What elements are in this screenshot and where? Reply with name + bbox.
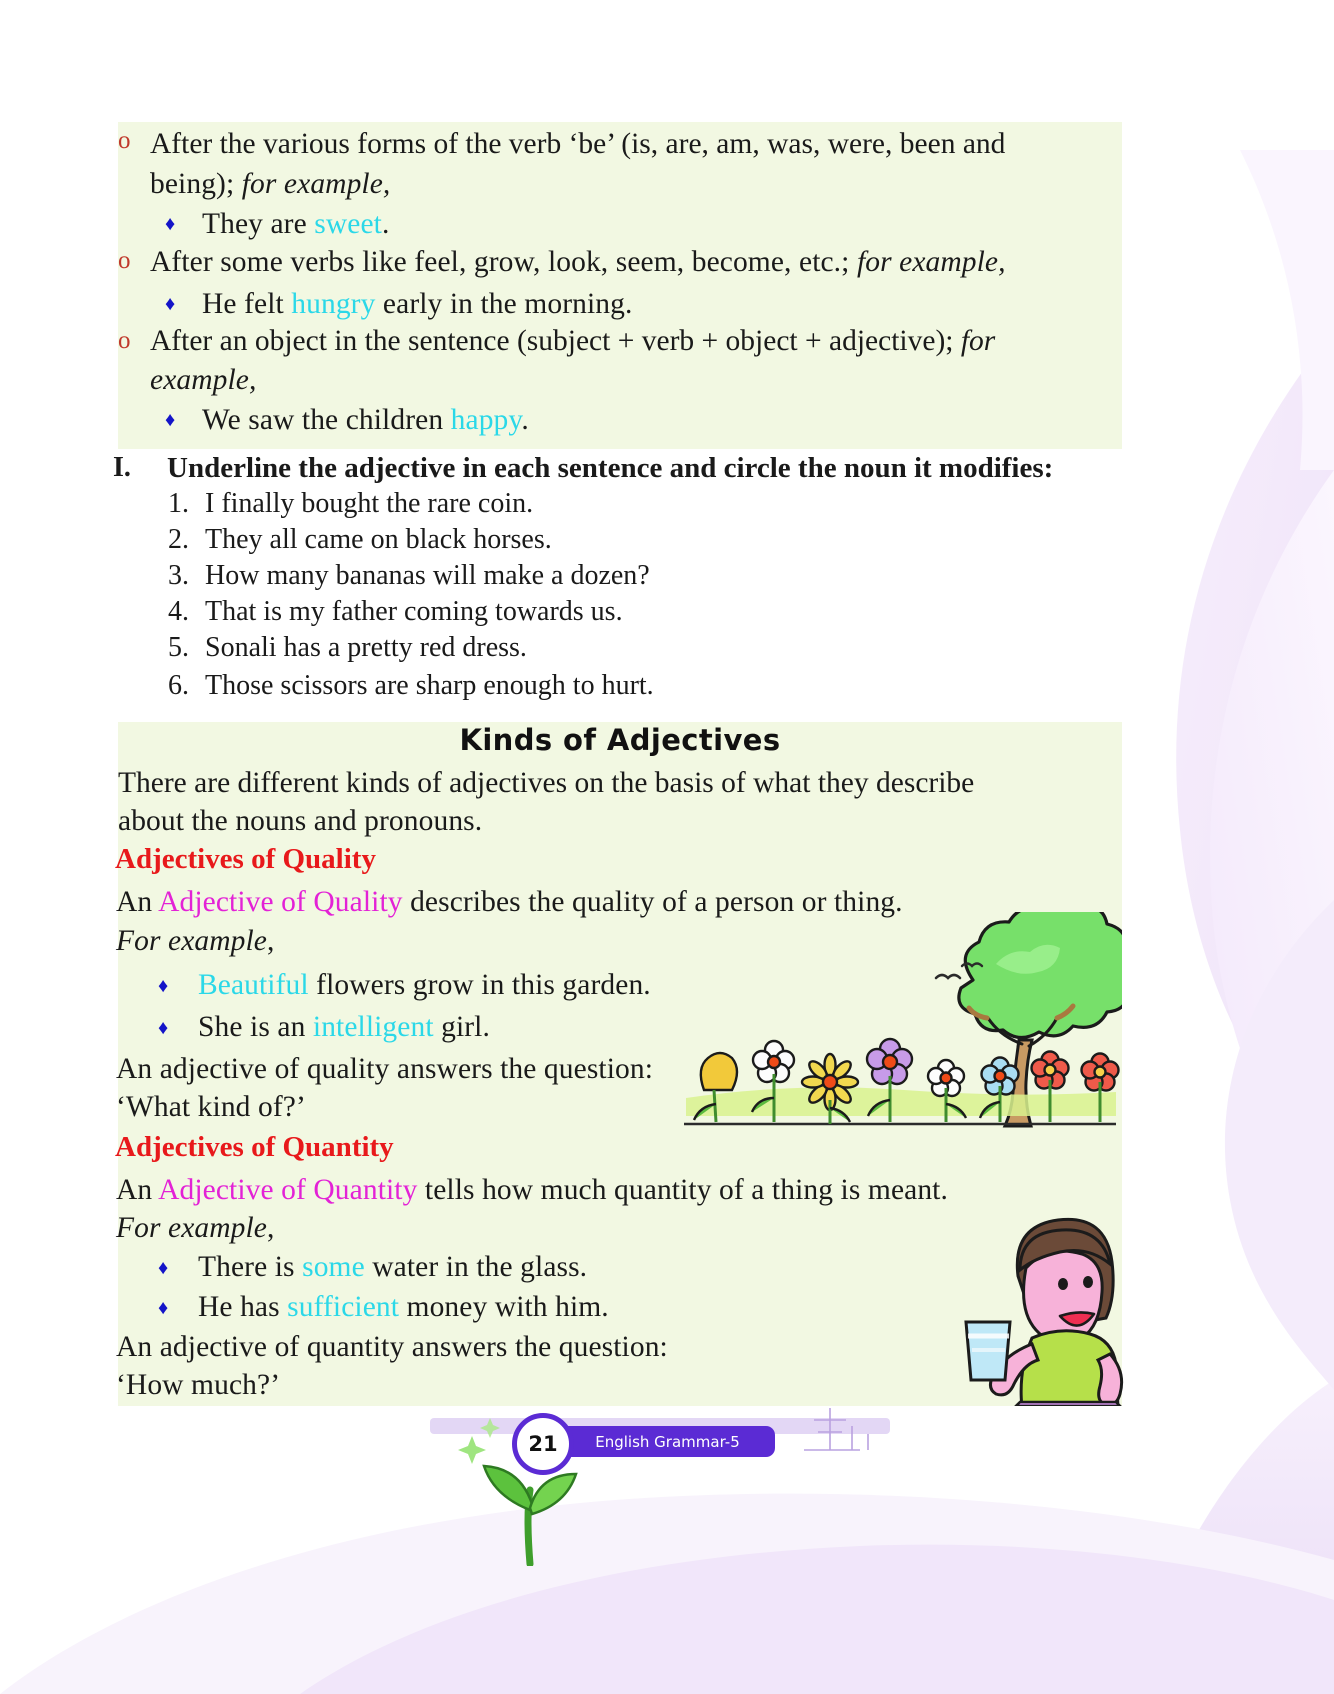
rule-item-3-line2 (150, 364, 256, 397)
quality-example-2-marker (158, 1018, 168, 1039)
rule-item-2-marker (118, 248, 131, 273)
exercise-item-5-number: 5. (168, 632, 189, 663)
quantity-example-1-marker (158, 1258, 168, 1279)
example-3-before: We saw the children (202, 404, 451, 436)
exercise-item-4-text: That is my father coming towards us. (205, 596, 623, 627)
rule-item-1-line1 (150, 128, 1122, 161)
quantity-ex1-after: water in the glass. (364, 1251, 588, 1283)
kinds-intro-line2: about the nouns and pronouns. (118, 805, 483, 837)
quality-for-example-comma: , (267, 925, 275, 957)
quantity-ex2-before: He has (198, 1291, 288, 1323)
exercise-item-2-text: They all came on black horses. (205, 524, 552, 555)
example-1-before: They are (202, 208, 315, 240)
quantity-definition (116, 1174, 948, 1207)
quantity-def-after: tells how much quantity of a thing is meant. (417, 1174, 948, 1206)
quality-for-example-italic: For example (116, 925, 268, 957)
rule-3-example (202, 404, 529, 437)
footer-skyline-motif (790, 1400, 910, 1460)
rule-2-example-marker (165, 294, 175, 315)
rule-2-example (202, 288, 632, 321)
rule-3-plain: After an object in the sentence (subject + verb + object + adjective); (150, 325, 961, 357)
quantity-def-before: An (116, 1174, 159, 1206)
quality-def-before: An (116, 886, 159, 918)
diamond-bullet-icon: ♦ (165, 293, 176, 315)
page-number-badge: 21 (512, 1413, 574, 1475)
quantity-example-1 (198, 1251, 587, 1284)
quality-ex1-after: flowers grow in this garden. (308, 969, 651, 1001)
exercise-instruction: Underline the adjective in each sentence and circle the noun it modifies: (167, 452, 1054, 484)
example-1-after: . (381, 208, 390, 240)
quantity-def-term: Adjective of Quantity (158, 1174, 418, 1206)
exercise-item-3-text: How many bananas will make a dozen? (205, 560, 650, 591)
quantity-for-example (116, 1212, 275, 1245)
rule-1-line2-plain: being); (150, 168, 242, 200)
quantity-ex1-highlight: some (302, 1251, 365, 1283)
quantity-ex2-after: money with him. (399, 1291, 609, 1323)
quality-example-1-marker (158, 976, 168, 997)
quality-question: ‘What kind of?’ (116, 1091, 306, 1123)
exercise-item-4-number: 4. (168, 596, 189, 627)
exercise-item-1-number: 1. (168, 488, 189, 519)
diamond-bullet-icon: ♦ (158, 975, 169, 997)
footer-book-title: English Grammar-5 (595, 1432, 740, 1451)
rule-2-plain: After some verbs like feel, grow, look, seem, become, etc.; (150, 246, 857, 278)
rule-item-3-marker (118, 328, 131, 353)
quantity-ex2-highlight: sufficient (287, 1291, 400, 1323)
hollow-circle-bullet-icon: o (118, 127, 131, 154)
example-2-after: early in the morning. (375, 288, 633, 320)
kinds-of-adjectives-heading: Kinds of Adjectives (459, 723, 781, 757)
quality-definition (116, 886, 903, 919)
diamond-bullet-icon: ♦ (158, 1257, 169, 1279)
rule-item-3-line1 (150, 325, 1122, 358)
exercise-label: I. (113, 452, 131, 483)
quality-for-example (116, 925, 275, 958)
rule-3-italic: for (960, 325, 996, 357)
exercise-item-2-number: 2. (168, 524, 189, 555)
quantity-for-example-comma: , (267, 1212, 275, 1244)
example-1-highlight: sweet (314, 208, 382, 240)
quantity-example-2 (198, 1291, 609, 1324)
adjectives-of-quantity-heading: Adjectives of Quantity (115, 1131, 394, 1163)
quality-example-1 (198, 969, 651, 1002)
rule-item-1-marker (118, 128, 131, 153)
quantity-example-2-marker (158, 1298, 168, 1319)
example-2-highlight: hungry (291, 288, 376, 320)
rule-1-example-marker (165, 214, 175, 235)
quantity-for-example-italic: For example (116, 1212, 268, 1244)
diamond-bullet-icon: ♦ (158, 1297, 169, 1319)
rule-1-example (202, 208, 389, 241)
diamond-bullet-icon: ♦ (165, 409, 176, 431)
quality-def-term: Adjective of Quality (158, 886, 403, 918)
page-footer (0, 1400, 1334, 1694)
quality-ex1-highlight: Beautiful (198, 969, 309, 1001)
quality-ex2-highlight: intelligent (312, 1011, 434, 1043)
example-3-highlight: happy (450, 404, 522, 436)
adjectives-of-quality-heading: Adjectives of Quality (115, 843, 376, 875)
quality-ex2-after: girl. (433, 1011, 490, 1043)
rule-item-1-line2 (150, 168, 390, 201)
exercise-item-6-text: Those scissors are sharp enough to hurt. (205, 670, 654, 701)
quality-answer-line: An adjective of quality answers the question: (116, 1053, 653, 1085)
rule-item-2-line1 (150, 246, 1006, 279)
rule-3-example-marker (165, 410, 175, 431)
example-3-after: . (521, 404, 529, 436)
rule-2-italic: for example, (856, 246, 1006, 278)
rule-1-text: After the various forms of the verb ‘be’ (is, are, am, was, were, been and (150, 128, 1006, 160)
quantity-question: ‘How much?’ (116, 1369, 281, 1401)
diamond-bullet-icon: ♦ (165, 213, 176, 235)
exercise-item-6-number: 6. (168, 670, 189, 701)
exercise-item-3-number: 3. (168, 560, 189, 591)
quality-def-after: describes the quality of a person or thing. (402, 886, 903, 918)
quantity-answer-line: An adjective of quantity answers the question: (116, 1331, 668, 1363)
rule-1-line2-italic: for example, (241, 168, 391, 200)
quality-ex2-before: She is an (198, 1011, 313, 1043)
quantity-ex1-before: There is (198, 1251, 303, 1283)
exercise-item-5-text: Sonali has a pretty red dress. (205, 632, 527, 663)
quality-example-2 (198, 1011, 490, 1044)
hollow-circle-bullet-icon: o (118, 247, 131, 274)
kinds-intro-line1: There are different kinds of adjectives on the basis of what they describe (118, 767, 975, 799)
example-2-before: He felt (202, 288, 292, 320)
hollow-circle-bullet-icon: o (118, 327, 131, 354)
rule-3-line2: example, (150, 364, 257, 396)
diamond-bullet-icon: ♦ (158, 1017, 169, 1039)
exercise-item-1-text: I finally bought the rare coin. (205, 488, 534, 519)
